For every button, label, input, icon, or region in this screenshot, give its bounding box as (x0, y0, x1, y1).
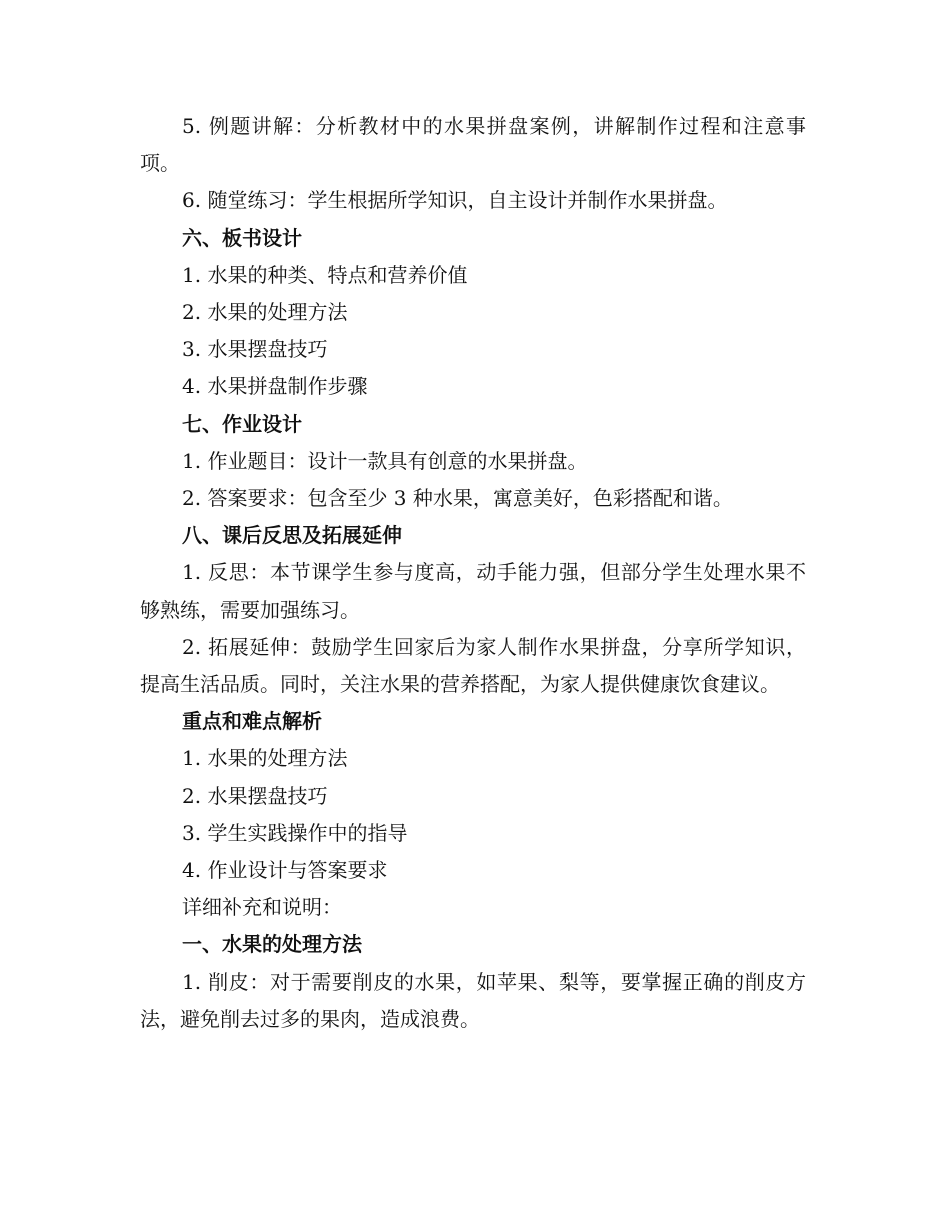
heading-key-points: 重点和难点解析 (182, 709, 322, 734)
heading-blackboard-design: 六、板书设计 (182, 225, 302, 250)
list-item: 3. 学生实践操作中的指导 (182, 820, 408, 845)
list-item: 4. 作业设计与答案要求 (182, 858, 388, 883)
list-item: 1. 水果的种类、特点和营养价值 (182, 262, 468, 287)
paragraph-supplement-intro: 详细补充和说明： (182, 895, 342, 920)
paragraph-example-explanation: 5. 例题讲解：分析教材中的水果拼盘案例，讲解制作过程和注意事项。 (140, 114, 806, 176)
list-item: 2. 水果的处理方法 (182, 300, 348, 325)
list-item: 2. 水果摆盘技巧 (182, 783, 328, 808)
list-item: 3. 水果摆盘技巧 (182, 337, 328, 362)
list-item: 2. 答案要求：包含至少 3 种水果，寓意美好，色彩搭配和谐。 (182, 486, 733, 511)
list-item: 1. 水果的处理方法 (182, 746, 348, 771)
paragraph-in-class-practice: 6. 随堂练习：学生根据所学知识，自主设计并制作水果拼盘。 (182, 188, 728, 213)
list-item: 1. 作业题目：设计一款具有创意的水果拼盘。 (182, 448, 588, 473)
heading-homework-design: 七、作业设计 (182, 411, 302, 436)
paragraph-peeling: 1. 削皮：对于需要削皮的水果，如苹果、梨等，要掌握正确的削皮方法，避免削去过多的果肉，造成浪费。 (140, 969, 806, 1031)
document-page (140, 108, 806, 1038)
list-item: 4. 水果拼盘制作步骤 (182, 374, 368, 399)
heading-fruit-processing: 一、水果的处理方法 (182, 932, 362, 957)
paragraph-extension: 2. 拓展延伸：鼓励学生回家后为家人制作水果拼盘，分享所学知识，提高生活品质。同时，关注水果的营养搭配，为家人提供健康饮食建议。 (140, 634, 806, 697)
paragraph-reflection: 1. 反思：本节课学生参与度高，动手能力强，但部分学生处理水果不够熟练，需要加强练习。 (140, 560, 806, 622)
heading-reflection-extension: 八、课后反思及拓展延伸 (182, 523, 402, 548)
